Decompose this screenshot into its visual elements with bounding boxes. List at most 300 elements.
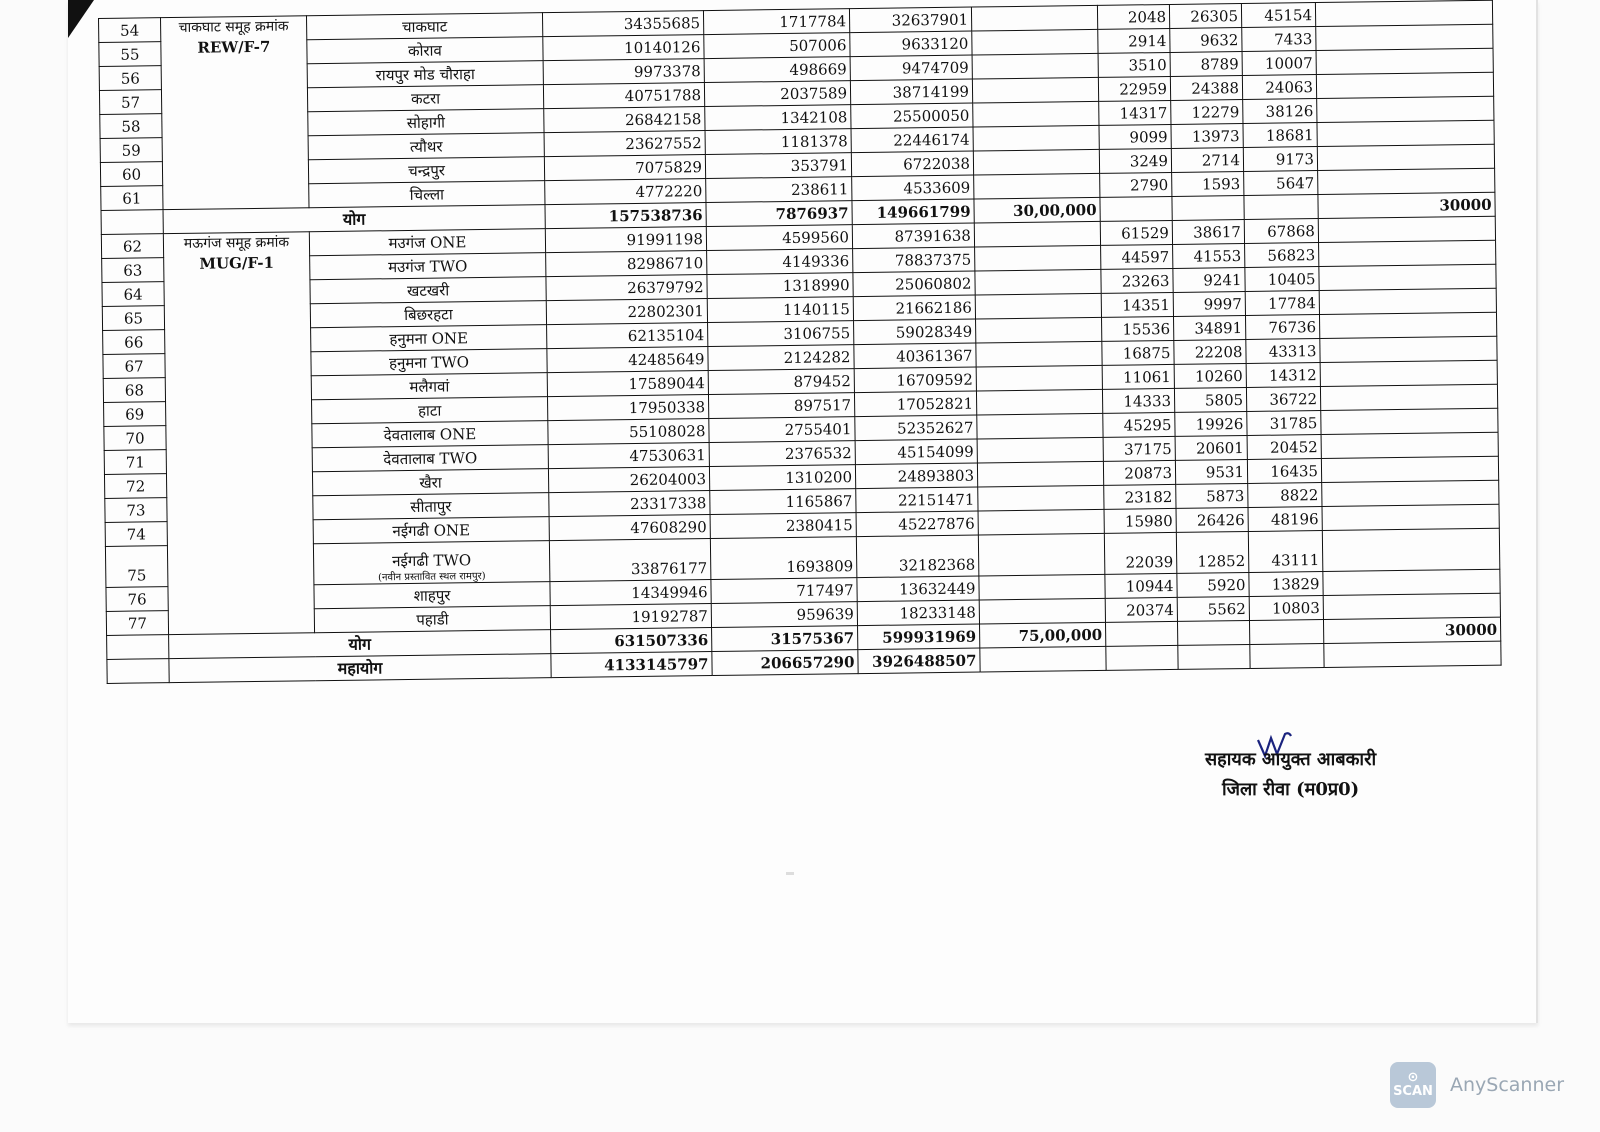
reserve-price: 19192787 (550, 604, 711, 630)
liquor-qty-c: 18681 (1243, 123, 1317, 148)
empty-cell (972, 53, 1098, 79)
empty-cell (1105, 621, 1177, 646)
empty-cell (1315, 0, 1492, 26)
total-price-balance: 149661799 (852, 199, 974, 225)
liquor-qty-c: 56823 (1245, 243, 1319, 268)
earnest-money: 353791 (705, 153, 851, 179)
liquor-qty-a: 2048 (1097, 4, 1169, 29)
earnest-money: 2376532 (709, 441, 855, 467)
shop-name (314, 606, 550, 633)
scan-logo-icon: ⊙ SCAN (1390, 1062, 1436, 1108)
reserve-price: 17589044 (547, 371, 708, 397)
empty-cell (976, 365, 1102, 391)
shop-name (307, 37, 543, 64)
liquor-qty-a: 2790 (1100, 172, 1172, 197)
reserve-price: 26842158 (544, 107, 705, 133)
serial-number: 64 (102, 282, 164, 307)
serial-number: 66 (103, 330, 165, 355)
earnest-money: 2755401 (709, 417, 855, 443)
earnest-money: 1181378 (705, 129, 851, 155)
earnest-money: 959639 (711, 602, 857, 628)
empty-cell (975, 293, 1101, 319)
liquor-qty-a: 14351 (1101, 292, 1173, 317)
reserve-price: 55108028 (548, 419, 709, 445)
reserve-price: 17950338 (547, 395, 708, 421)
empty-cell (1320, 384, 1497, 410)
shop-name (313, 517, 549, 544)
liquor-qty-c: 43313 (1246, 339, 1320, 364)
scan-speck (786, 872, 794, 875)
empty-cell (1317, 120, 1494, 146)
earnest-money: 2124282 (708, 345, 854, 371)
shop-name-text: मउगंज ONE (388, 232, 467, 252)
shop-name-text: हनुमना TWO (388, 352, 470, 372)
liquor-qty-c: 14312 (1246, 363, 1320, 388)
liquor-qty-a: 3510 (1098, 52, 1170, 77)
liquor-qty-b: 19926 (1175, 411, 1247, 436)
empty-cell (977, 461, 1103, 487)
total-reserve-price: 4133145797 (551, 652, 712, 678)
price-balance: 52352627 (855, 415, 977, 441)
group-label: चाकघाट समूह क्रमांक (178, 18, 289, 36)
empty-cell (978, 533, 1105, 576)
earnest-money: 238611 (706, 177, 852, 203)
earnest-money: 2037589 (704, 81, 850, 107)
serial-number: 72 (104, 474, 166, 499)
shop-name-text: कोराव (407, 41, 442, 60)
serial-number: 57 (99, 90, 161, 115)
reserve-price: 33876177 (549, 539, 711, 582)
shop-name-text: नईगढी ONE (392, 520, 471, 540)
earnest-money: 1310200 (709, 465, 855, 491)
group-deposit (1324, 641, 1501, 667)
liquor-qty-a: 22039 (1104, 532, 1177, 574)
earnest-money: 879452 (708, 369, 854, 395)
empty-cell (1322, 504, 1499, 530)
liquor-qty-b: 5562 (1177, 596, 1249, 621)
liquor-qty-c: 76736 (1245, 315, 1319, 340)
price-balance: 4533609 (852, 175, 974, 201)
empty-cell (1316, 72, 1493, 98)
liquor-qty-a: 14333 (1102, 388, 1174, 413)
total-earnest-money: 7876937 (706, 201, 852, 227)
liquor-qty-a: 3249 (1099, 148, 1171, 173)
price-balance: 22151471 (856, 487, 978, 513)
shop-name-text: त्यौथर (409, 137, 443, 156)
price-balance: 25500050 (851, 103, 973, 129)
liquor-qty-a: 20873 (1103, 460, 1175, 485)
serial-number: 67 (103, 354, 165, 379)
empty-cell (975, 245, 1101, 271)
empty-cell (1319, 312, 1496, 338)
liquor-qty-c: 38126 (1243, 99, 1317, 124)
liquor-qty-a: 15980 (1104, 508, 1176, 533)
liquor-qty-b: 26426 (1176, 507, 1248, 532)
price-balance: 16709592 (854, 367, 976, 393)
liquor-qty-c: 17784 (1245, 291, 1319, 316)
reserve-price: 34355685 (542, 11, 703, 37)
shop-name (311, 373, 547, 400)
liquor-qty-b: 1593 (1172, 172, 1244, 197)
shop-name (308, 109, 544, 136)
empty-cell (1323, 569, 1500, 595)
liquor-qty-c: 31785 (1247, 411, 1321, 436)
shop-name (306, 13, 542, 40)
empty-cell (1321, 456, 1498, 482)
liquor-qty-b: 24388 (1170, 76, 1242, 101)
empty-cell (976, 317, 1102, 343)
shop-name (312, 445, 548, 472)
empty-cell (978, 485, 1104, 511)
shop-name-text: सोहागी (406, 112, 446, 132)
scanner-app-name: AnyScanner (1450, 1074, 1565, 1096)
empty-cell (976, 341, 1102, 367)
empty-cell (979, 598, 1105, 624)
price-balance: 87391638 (852, 223, 974, 249)
shop-name (313, 541, 550, 585)
empty-cell (1318, 216, 1495, 242)
liquor-qty-b: 8789 (1170, 52, 1242, 77)
liquor-qty-a: 45295 (1103, 412, 1175, 437)
liquor-qty-a: 23182 (1104, 484, 1176, 509)
group-license-fee (980, 646, 1106, 672)
reserve-price: 22802301 (546, 299, 707, 325)
signature-title: सहायक आयुक्त आबकारी (1205, 749, 1377, 770)
shop-name-text: खटखरी (406, 280, 450, 300)
price-balance: 40361367 (854, 343, 976, 369)
group-label: मऊगंज समूह क्रमांक (183, 234, 290, 252)
shop-name-text: शाहपुर (413, 585, 451, 605)
shop-name-text: हनुमना ONE (389, 328, 469, 348)
serial-number: 58 (100, 114, 162, 139)
reserve-price: 42485649 (547, 347, 708, 373)
group-name-cell (161, 16, 310, 210)
price-balance: 78837375 (853, 247, 975, 273)
shop-name (313, 493, 549, 520)
earnest-money: 1318990 (707, 273, 853, 299)
group-name-cell (163, 232, 314, 635)
serial-number: 69 (104, 402, 166, 427)
shop-name-text: खैरा (419, 473, 442, 492)
empty-cell (972, 77, 1098, 103)
liquor-qty-a: 16875 (1102, 340, 1174, 365)
earnest-money: 3106755 (708, 321, 854, 347)
empty-cell (1100, 196, 1172, 221)
shop-name-text: सीतापुर (410, 496, 452, 516)
total-price-balance: 599931969 (858, 624, 980, 650)
shop-name (308, 133, 544, 160)
group-license-fee: 30,00,000 (974, 197, 1100, 223)
serial-number: 63 (102, 258, 164, 283)
shop-name-text: नईगढी TWO (392, 551, 472, 571)
earnest-money: 4599560 (706, 225, 852, 251)
shop-name (311, 349, 547, 376)
reserve-price: 82986710 (546, 251, 707, 277)
liquor-qty-b: 9997 (1173, 292, 1245, 317)
shop-name (314, 582, 550, 609)
empty-cell (973, 101, 1099, 127)
price-balance: 32182368 (856, 535, 979, 578)
earnest-money: 1165867 (710, 489, 856, 515)
reserve-price: 40751788 (543, 83, 704, 109)
empty-cell (977, 437, 1103, 463)
liquor-qty-c: 10007 (1242, 51, 1316, 76)
reserve-price: 23627552 (544, 131, 705, 157)
earnest-money: 1342108 (705, 105, 851, 131)
serial-number: 61 (101, 186, 163, 211)
empty-cell (1178, 644, 1250, 669)
empty-cell (973, 149, 1099, 175)
price-balance: 22446174 (851, 127, 973, 153)
serial-number: 70 (104, 426, 166, 451)
reserve-price: 62135104 (547, 323, 708, 349)
empty-cell (1250, 644, 1324, 669)
total-reserve-price: 631507336 (551, 628, 712, 654)
price-balance: 45154099 (855, 439, 977, 465)
subtotal-label: योग (163, 205, 545, 234)
price-balance: 18233148 (857, 600, 979, 626)
empty-cell (973, 125, 1099, 151)
earnest-money: 2380415 (710, 513, 856, 539)
shop-name-text: देवतालाब TWO (383, 448, 478, 468)
signature-block (1205, 745, 1376, 805)
liquor-qty-b: 9632 (1170, 28, 1242, 53)
empty-cell (972, 29, 1098, 55)
liquor-qty-b: 5873 (1176, 483, 1248, 508)
total-earnest-money: 31575367 (712, 626, 858, 652)
liquor-qty-b: 10260 (1174, 364, 1246, 389)
empty-cell (971, 5, 1097, 31)
liquor-qty-b: 26305 (1169, 4, 1241, 29)
liquor-qty-b: 9531 (1175, 459, 1247, 484)
liquor-qty-c: 13829 (1249, 572, 1323, 597)
reserve-price: 23317338 (549, 491, 710, 517)
shop-name (307, 61, 543, 88)
empty-cell (107, 635, 169, 660)
earnest-money: 507006 (704, 33, 850, 59)
total-earnest-money: 206657290 (712, 650, 858, 676)
empty-cell (977, 413, 1103, 439)
liquor-qty-c: 10803 (1249, 596, 1323, 621)
earnest-money: 1140115 (707, 297, 853, 323)
reserve-price: 9973378 (543, 59, 704, 85)
group-deposit: 30000 (1318, 192, 1495, 218)
empty-cell (1323, 593, 1500, 619)
liquor-qty-c: 8822 (1248, 483, 1322, 508)
serial-number: 60 (100, 162, 162, 187)
shop-name-text: कटरा (410, 89, 441, 108)
table-body (99, 0, 1502, 683)
earnest-money: 1717784 (703, 9, 849, 35)
serial-number: 54 (99, 18, 161, 43)
shop-name (308, 157, 544, 184)
liquor-qty-a: 9099 (1099, 124, 1171, 149)
liquor-qty-c: 10405 (1245, 267, 1319, 292)
price-balance: 9633120 (850, 31, 972, 57)
empty-cell (1320, 336, 1497, 362)
empty-cell (974, 173, 1100, 199)
empty-cell (1319, 288, 1496, 314)
earnest-money: 498669 (704, 57, 850, 83)
price-balance: 13632449 (857, 576, 979, 602)
liquor-qty-c: 20452 (1247, 435, 1321, 460)
serial-number: 62 (101, 234, 163, 259)
shop-name-text: चाकघाट (401, 16, 448, 36)
shop-name (310, 301, 546, 328)
liquor-qty-c: 9173 (1243, 147, 1317, 172)
price-balance: 32637901 (849, 7, 971, 33)
empty-cell (1322, 528, 1500, 571)
reserve-price: 47608290 (549, 515, 710, 541)
liquor-qty-c: 43111 (1248, 531, 1323, 573)
shop-name-text: रायपुर मोड चौराहा (375, 64, 475, 84)
liquor-qty-a: 44597 (1101, 244, 1173, 269)
group-code: MUG/F-1 (199, 253, 275, 273)
shop-name (311, 325, 547, 352)
shop-name (309, 181, 545, 208)
liquor-qty-b: 9241 (1173, 268, 1245, 293)
serial-number: 71 (104, 450, 166, 475)
liquor-qty-c: 67868 (1244, 219, 1318, 244)
earnest-money: 717497 (711, 578, 857, 604)
price-balance: 59028349 (854, 319, 976, 345)
price-balance: 6722038 (851, 151, 973, 177)
shop-name-text: बिछरहटा (404, 304, 453, 324)
shop-location-note: (नवीन प्रस्तावित स्थल रामपुर) (377, 570, 486, 584)
price-balance: 38714199 (850, 79, 972, 105)
shop-name (309, 229, 545, 256)
liquor-qty-b: 38617 (1172, 220, 1244, 245)
page-corner-shadow (68, 0, 94, 38)
liquor-qty-b: 2714 (1171, 148, 1243, 173)
price-balance: 9474709 (850, 55, 972, 81)
empty-cell (101, 210, 163, 235)
earnest-money: 4149336 (707, 249, 853, 275)
empty-cell (1319, 240, 1496, 266)
empty-cell (1249, 620, 1323, 645)
liquor-qty-b: 20601 (1175, 435, 1247, 460)
serial-number: 55 (99, 42, 161, 67)
shop-name-text: चिल्ला (409, 184, 445, 204)
liquor-qty-c: 24063 (1242, 75, 1316, 100)
empty-cell (1317, 96, 1494, 122)
liquor-qty-a: 2914 (1098, 28, 1170, 53)
price-balance: 45227876 (856, 511, 978, 537)
empty-cell (979, 574, 1105, 600)
liquor-qty-b: 41553 (1173, 244, 1245, 269)
reserve-price: 10140126 (543, 35, 704, 61)
total-price-balance: 3926488507 (858, 648, 980, 674)
liquor-qty-c: 7433 (1242, 27, 1316, 52)
liquor-qty-b: 5920 (1177, 572, 1249, 597)
empty-cell (1318, 168, 1495, 194)
empty-cell (1172, 196, 1244, 221)
liquor-qty-a: 15536 (1102, 316, 1174, 341)
empty-cell (975, 269, 1101, 295)
shop-name-text: पहाडी (416, 609, 449, 629)
liquor-qty-b: 34891 (1173, 316, 1245, 341)
group-license-fee: 75,00,000 (980, 622, 1106, 648)
reserve-price: 26379792 (546, 275, 707, 301)
liquor-qty-b: 12852 (1176, 531, 1249, 573)
empty-cell (978, 509, 1104, 535)
liquor-qty-a: 61529 (1100, 220, 1172, 245)
liquor-qty-c: 45154 (1241, 3, 1315, 28)
reserve-price: 91991198 (545, 227, 706, 253)
price-balance: 25060802 (853, 271, 975, 297)
shop-name-text: मउगंज TWO (388, 256, 468, 276)
shop-name (312, 469, 548, 496)
grand-total-label: महायोग (169, 654, 551, 683)
liquor-qty-c: 5647 (1244, 171, 1318, 196)
empty-cell (976, 389, 1102, 415)
shop-name (312, 397, 548, 424)
price-balance: 17052821 (854, 391, 976, 417)
serial-number: 59 (100, 138, 162, 163)
scanner-watermark (1390, 1062, 1564, 1108)
shop-name-text: चन्द्रपुर (408, 160, 446, 180)
price-balance: 21662186 (853, 295, 975, 321)
subtotal-label: योग (169, 630, 551, 659)
liquor-qty-a: 14317 (1099, 100, 1171, 125)
empty-cell (1106, 645, 1178, 670)
serial-number: 65 (102, 306, 164, 331)
empty-cell (107, 659, 169, 684)
liquor-qty-c: 36722 (1246, 387, 1320, 412)
liquor-qty-a: 10944 (1105, 573, 1177, 598)
reserve-price: 26204003 (548, 467, 709, 493)
empty-cell (1321, 408, 1498, 434)
reserve-price: 14349946 (550, 580, 711, 606)
serial-number: 77 (106, 611, 168, 636)
liquor-qty-c: 48196 (1248, 507, 1322, 532)
earnest-money: 1693809 (710, 537, 857, 580)
shop-name (307, 85, 543, 112)
liquor-qty-a: 11061 (1102, 364, 1174, 389)
signature-district: जिला रीवा (म0प्र0) (1221, 779, 1360, 800)
liquor-qty-a: 22959 (1098, 76, 1170, 101)
liquor-qty-b: 12279 (1171, 100, 1243, 125)
shop-name-text: मलैगवां (409, 376, 450, 396)
serial-number: 76 (106, 587, 168, 612)
liquor-qty-b: 22208 (1174, 340, 1246, 365)
empty-cell (1316, 48, 1493, 74)
liquor-qty-b: 5805 (1174, 387, 1246, 412)
liquor-qty-a: 20374 (1105, 597, 1177, 622)
serial-number: 73 (105, 498, 167, 523)
empty-cell (1320, 360, 1497, 386)
liquor-qty-a: 23263 (1101, 268, 1173, 293)
shop-name (310, 277, 546, 304)
empty-cell (1322, 480, 1499, 506)
earnest-money: 897517 (708, 393, 854, 419)
empty-cell (1317, 144, 1494, 170)
shop-name (312, 421, 548, 448)
empty-cell (974, 221, 1100, 247)
serial-number: 74 (105, 522, 167, 547)
serial-number: 68 (103, 378, 165, 403)
empty-cell (1244, 195, 1318, 220)
liquor-qty-c: 16435 (1247, 459, 1321, 484)
empty-cell (1316, 24, 1493, 50)
shop-name-text: देवतालाब ONE (383, 424, 477, 444)
excise-shop-table (98, 0, 1501, 684)
total-reserve-price: 157538736 (545, 203, 706, 229)
group-code: REW/F-7 (197, 37, 271, 57)
serial-number: 75 (105, 546, 168, 588)
reserve-price: 47530631 (548, 443, 709, 469)
shop-name (310, 253, 546, 280)
